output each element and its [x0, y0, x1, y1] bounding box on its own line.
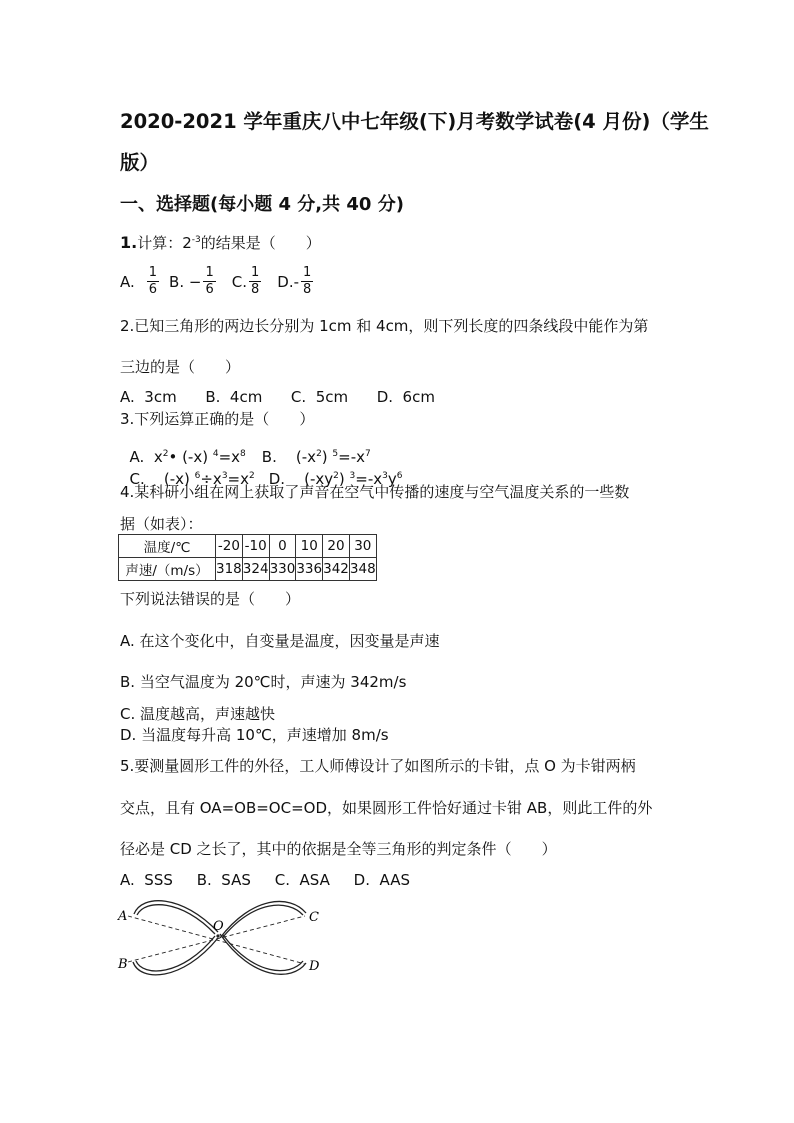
q3-d-exp4: 6: [396, 471, 403, 481]
q1-option-c-label: C.: [231, 272, 247, 291]
table-cell: -20: [216, 535, 243, 558]
q3-c-exp2: 3: [221, 471, 228, 481]
question-4-option-a: A. 在这个变化中，自变量是温度，因变量是声速: [120, 632, 440, 650]
q3-d-part4: y: [387, 470, 397, 488]
table-cell: -10: [242, 535, 269, 558]
label-b: B: [118, 957, 128, 972]
caliper-diagram: [112, 890, 328, 986]
label-a: A: [118, 909, 128, 924]
speed-table: [118, 534, 377, 581]
q1-option-b-label: B. −: [169, 272, 202, 291]
label-o: O: [213, 919, 224, 934]
label-d: D: [309, 959, 320, 974]
table-cell: 342: [323, 558, 350, 581]
question-1-text: 计算：2: [137, 234, 192, 252]
question-5-line-1: 5.要测量圆形工件的外径，工人师傅设计了如图所示的卡钳，点 O 为卡钳两柄: [120, 757, 636, 775]
q3-c-exp3: 2: [249, 471, 255, 481]
q1-option-d-fraction: [301, 265, 313, 298]
q1-option-c-fraction: [249, 265, 261, 298]
q1-option-d-label: D.-: [277, 272, 299, 291]
q1-option-c-numerator: 1: [250, 265, 260, 280]
q3-b-part2: ): [321, 448, 333, 466]
label-c: C: [309, 910, 319, 925]
q1-option-a-denominator: 6: [148, 282, 158, 297]
question-2-line-2: 三边的是（ ）: [120, 358, 241, 376]
q3-d-exp3: 3: [382, 471, 388, 481]
pivot-point: [216, 934, 219, 937]
caliper-arm-upper-left-inner: [137, 905, 215, 934]
question-3-stem: 3.下列运算正确的是（ ）: [120, 410, 315, 428]
question-1-number: 1.: [120, 233, 138, 252]
question-4-stem: 下列说法错误的是（ ）: [120, 590, 301, 608]
caliper-arm-upper-left: [134, 901, 218, 932]
table-header-cell: 温度/℃: [119, 535, 216, 558]
q3-c-part3: =x: [227, 470, 249, 488]
q3-a-exp1: 2: [162, 449, 169, 459]
q1-option-b-denominator: 6: [205, 282, 214, 297]
question-2-options: A. 3cm B. 4cm C. 5cm D. 6cm: [120, 388, 435, 406]
q3-b-exp3: 7: [365, 449, 371, 459]
question-1-exponent: -3: [191, 235, 201, 245]
question-4-line-2: 据（如表）：: [120, 515, 203, 533]
q1-option-d-numerator: 1: [303, 265, 312, 280]
page-title-continued: 版）: [120, 151, 160, 174]
q3-a-exp2: 4: [212, 449, 219, 459]
table-row: [119, 535, 377, 558]
question-1-text-after: 的结果是（ ）: [200, 234, 321, 252]
q3-d-part3: =-x: [355, 470, 383, 488]
q3-b-part3: =-x: [338, 448, 366, 466]
table-cell: 0: [269, 535, 296, 558]
q3-a-exp3: 8: [240, 449, 246, 459]
q3-a-part1: A. x: [129, 448, 163, 466]
q3-c-exp1: 6: [194, 471, 201, 481]
question-5-line-2: 交点，且有 OA=OB=OC=OD，如果圆形工件恰好通过卡钳 AB，则此工件的外: [120, 799, 653, 817]
question-4-option-b: B. 当空气温度为 20℃时，声速为 342m/s: [120, 673, 407, 691]
question-2-line-1: 2.已知三角形的两边长分别为 1cm 和 4cm，则下列长度的四条线段中能作为第: [120, 317, 649, 335]
q3-c-part2: ÷x: [200, 470, 222, 488]
question-5-line-3: 径必是 CD 之长了，其中的依据是全等三角形的判定条件（ ）: [120, 840, 557, 858]
q1-option-d-denominator: 8: [303, 282, 312, 297]
question-1: [120, 232, 321, 253]
table-cell: 10: [296, 535, 323, 558]
q3-d-exp1: 2: [333, 471, 339, 481]
q3-d-part2: ): [338, 470, 350, 488]
table-cell: 318: [216, 558, 243, 581]
q3-a-part3: =x: [218, 448, 241, 466]
q3-b-exp2: 5: [332, 449, 339, 459]
q3-c-part1: C. (-x): [129, 470, 195, 488]
q3-d-part1: D. (-xy: [268, 470, 334, 488]
section-heading: 一、选择题(每小题 4 分,共 40 分): [120, 194, 404, 215]
q3-d-exp2: 3: [349, 471, 356, 481]
table-cell: 348: [349, 558, 376, 581]
question-1-options: [120, 265, 315, 298]
caliper-arm-upper-right: [220, 901, 306, 938]
q1-option-c-denominator: 8: [250, 282, 260, 297]
table-cell: 20: [323, 535, 350, 558]
q1-option-a-numerator: 1: [148, 265, 158, 280]
table-header-cell: 声速/（m/s）: [119, 558, 216, 581]
question-4-option-c: C. 温度越高，声速越快: [120, 705, 276, 723]
q3-b-exp1: 2: [316, 449, 322, 459]
table-row: [119, 558, 377, 581]
table-cell: 324: [242, 558, 269, 581]
speed-table-grid: [118, 534, 377, 581]
table-cell: 30: [349, 535, 376, 558]
page-title: 2020-2021 学年重庆八中七年级(下)月考数学试卷(4 月份)（学生: [120, 110, 709, 133]
q1-option-a-fraction: [147, 265, 159, 298]
q1-option-a-label: A.: [120, 272, 135, 291]
q1-option-b-numerator: 1: [205, 265, 214, 280]
question-5-options: A. SSS B. SAS C. ASA D. AAS: [120, 871, 410, 889]
q3-a-part2: • (-x): [168, 448, 213, 466]
q3-b-part1: B. (-x: [261, 448, 317, 466]
q1-option-b-fraction: [203, 265, 215, 298]
question-4-line-1: 4.某科研小组在网上获取了声音在空气中传播的速度与空气温度关系的一些数: [120, 483, 630, 501]
table-cell: 336: [296, 558, 323, 581]
question-4-option-d: D. 当温度每升高 10℃，声速增加 8m/s: [120, 726, 389, 744]
table-cell: 330: [269, 558, 296, 581]
